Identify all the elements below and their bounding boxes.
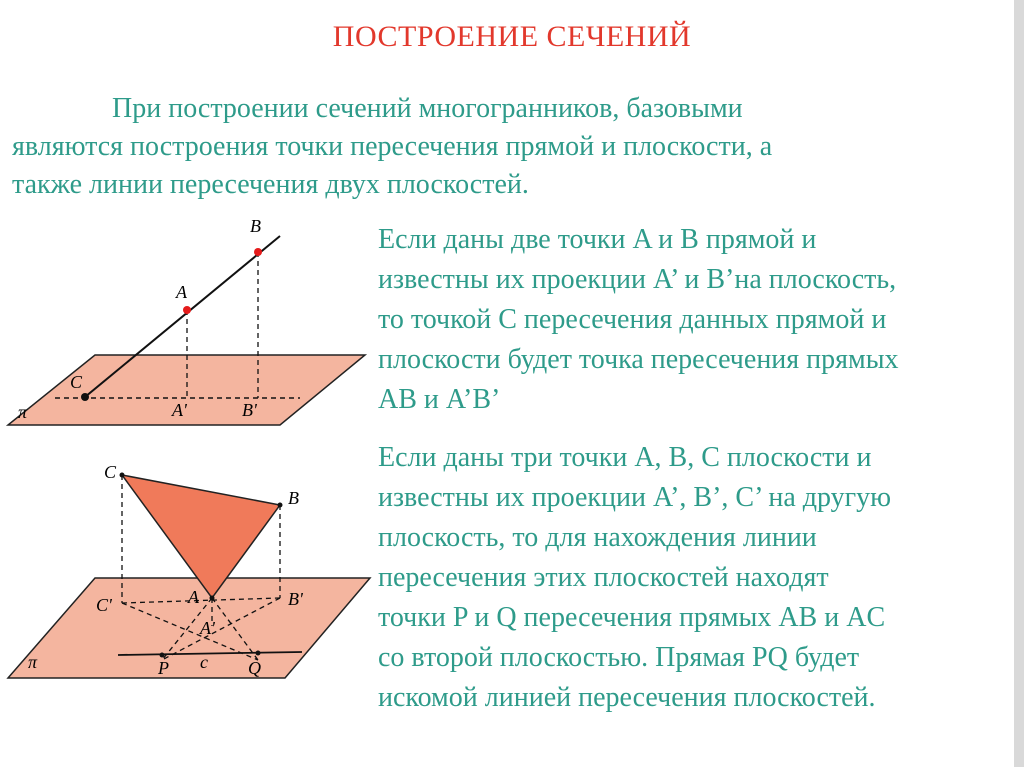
label-c-line: c <box>200 652 208 672</box>
label-pi-2: π <box>28 652 38 672</box>
label-a-proj-2: A' <box>200 618 215 638</box>
paragraph-line: известны их проекции A’ и B’на плоскость, <box>378 264 897 295</box>
label-b: B <box>250 216 261 236</box>
paragraph-line: искомой линией пересечения плоскостей. <box>378 682 876 713</box>
page-title: ПОСТРОЕНИЕ СЕЧЕНИЙ <box>332 20 692 53</box>
paragraph-line: Если даны три точки A, B, C плоскости и <box>378 442 872 473</box>
label-c-2: C <box>104 462 117 482</box>
label-q: Q <box>248 658 261 678</box>
paragraph-line: плоскость, то для нахождения линии <box>378 522 817 553</box>
point-p <box>160 653 165 658</box>
label-b-2: B <box>288 488 299 508</box>
label-pi: π <box>18 402 28 422</box>
paragraph-line: AB и A’B’ <box>378 384 501 415</box>
label-p: P <box>158 658 169 678</box>
paragraph-line: со второй плоскостью. Прямая PQ будет <box>378 642 860 673</box>
point-a-2 <box>210 596 215 601</box>
label-b-proj-2: B' <box>288 589 303 609</box>
point-q <box>256 651 261 656</box>
label-b-proj: B' <box>242 400 257 420</box>
paragraph-line: то точкой C пересечения данных прямой и <box>378 304 887 335</box>
label-a-2: A <box>188 587 199 607</box>
label-c-proj: C' <box>96 595 112 615</box>
paragraph-line: Если даны две точки A и B прямой и <box>378 224 817 255</box>
intro-line: также линии пересечения двух плоскостей. <box>12 169 529 200</box>
point-c-2 <box>120 473 125 478</box>
label-c: C <box>70 372 83 392</box>
intro-line: При построении сечений многогранников, базовыми <box>112 93 743 124</box>
intro-line: являются построения точки пересечения прямой и плоскости, а <box>12 131 773 162</box>
paragraph-line: известны их проекции A’, B’, C’ на другую <box>378 482 892 513</box>
point-b-2 <box>278 503 283 508</box>
label-a-proj: A' <box>172 400 187 420</box>
paragraph-line: пересечения этих плоскостей находят <box>378 562 829 593</box>
paragraph-line: точки P и Q пересечения прямых AB и AC <box>378 602 886 633</box>
label-a: A <box>176 282 187 302</box>
paragraph-line: плоскости будет точка пересечения прямых <box>378 344 899 375</box>
